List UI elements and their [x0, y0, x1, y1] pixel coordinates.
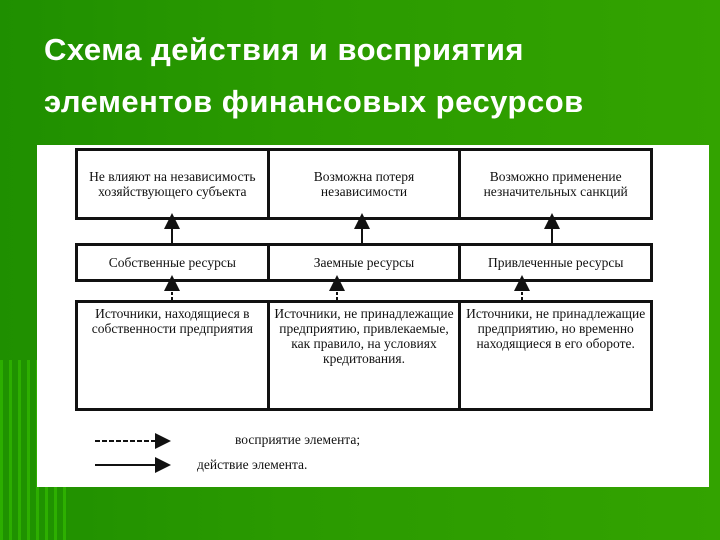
resource-own: Собственные ресурсы: [78, 246, 270, 279]
diagram-panel: [37, 145, 709, 487]
connector-arrows: [37, 145, 709, 487]
slide-title: [44, 24, 704, 128]
title-line-2: элементов финансовых ресурсов: [44, 84, 584, 119]
legend-action-label: действие элемента.: [197, 457, 308, 472]
title-line-1: Схема действия и восприятия: [44, 32, 524, 67]
resource-attracted: Привлеченные ресурсы: [487, 255, 624, 270]
legend-perception-label: восприятие элемента;: [235, 432, 361, 447]
source-attracted: Источники, не принадлежащие предприятию, но временно находящиеся в его обороте.: [466, 306, 646, 351]
source-borrowed: Источники, не принадлежащие предприятию, привлекаемые, как правило, на условиях кредитования.: [270, 303, 462, 408]
effect-borrowed: Возможна потеря независимости: [270, 151, 462, 217]
source-own: Источники, находящиеся в собственности предприятия: [78, 303, 270, 408]
resource-borrowed: Заемные ресурсы: [270, 246, 462, 279]
effect-own: Не влияют на независимость хозяйствующего субъекта: [78, 151, 270, 217]
effect-attracted: Возможно применение незначительных санкций: [483, 169, 628, 199]
